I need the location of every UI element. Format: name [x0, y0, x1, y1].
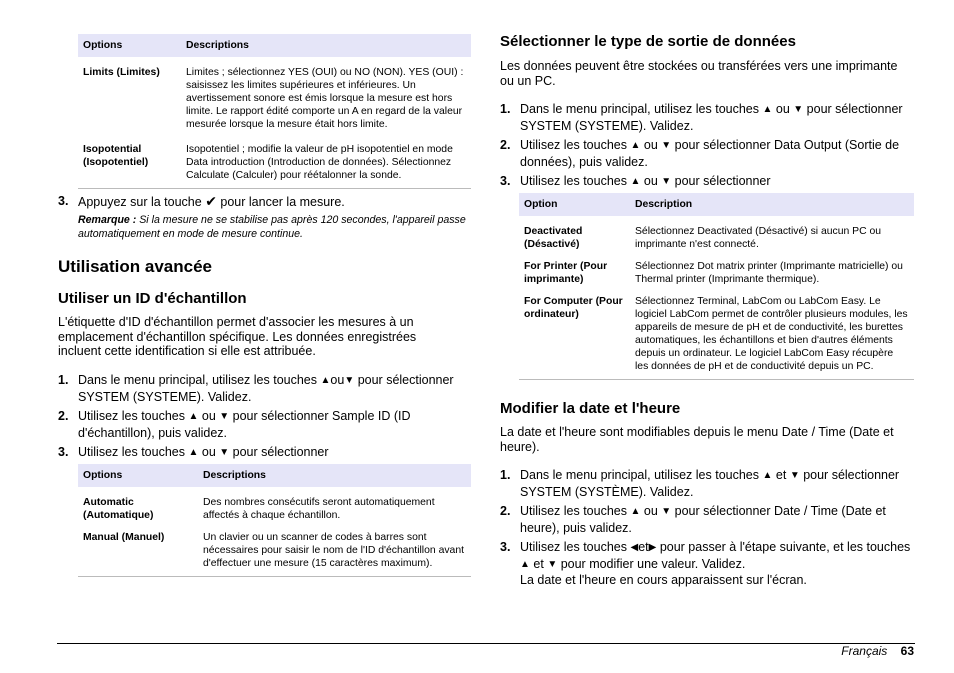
step-text: Utilisez les touches: [78, 445, 185, 459]
subsection-heading: Modifier la date et l'heure: [500, 400, 681, 417]
arrow-down-icon: ▼: [661, 176, 672, 187]
step-text: et: [638, 540, 649, 554]
step-text: Dans le menu principal, utilisez les touches: [520, 468, 760, 482]
step-text: pour modifier une valeur. Validez.: [560, 556, 746, 571]
note-text: Si la mesure ne se stabilise pas après 120 secondes, l'appareil passe automatiquement en mode de mesure continue.: [78, 214, 466, 240]
option-description: Sélectionnez Terminal, LabCom ou LabCom Easy. Le logiciel LabCom permet de contrôler plusieurs modules, les appareils de mesure de pH et de conductivité, les burettes automatiques, les échantillons et bien d'autres éléments depuis un ordinateur. Le logiciel LabCom Easy récupère les données de pH et de conductivité depuis un PC.: [630, 286, 914, 380]
list-item: [58, 409, 473, 440]
sample-id-options-table: [78, 464, 471, 577]
arrow-up-icon: ▲: [188, 447, 199, 458]
step-text: ou: [643, 504, 658, 518]
arrow-up-icon: ▲: [630, 176, 641, 187]
option-description: Limites ; sélectionnez YES (OUI) ou NO (NON). YES (OUI) : saisissez les limites supérieures et inférieures. Un avertissement sonore est émis lorsque la mesure est hors limite. Le rapport édité comporte un A en regard de la valeur mesurée lorsque la mesure était hors limite.: [186, 67, 464, 130]
table-row: [519, 251, 914, 286]
arrow-down-icon: ▼: [344, 375, 355, 386]
data-output-intro: Les données peuvent être stockées ou transférées vers une imprimante ou un PC.: [500, 59, 898, 88]
date-time-intro: La date et l'heure sont modifiables depuis le menu Date / Time (Date et heure).: [500, 425, 894, 454]
step-text: Utilisez les touches: [520, 138, 627, 152]
table-row: [78, 487, 471, 522]
step-start-measurement: [58, 194, 478, 210]
list-item: [500, 468, 915, 499]
step-text: pour sélectionner SYSTEM (SYSTEME). Validez.: [78, 373, 454, 404]
table-row: [519, 286, 914, 380]
table-row: [78, 131, 471, 189]
step-text: et: [775, 468, 787, 482]
arrow-up-icon: ▲: [520, 558, 530, 570]
step-text: pour sélectionner Data Output (Sortie de données), puis validez.: [520, 138, 900, 169]
arrow-up-icon: ▲: [762, 104, 773, 115]
subsection-heading: Sélectionner le type de sortie de données: [500, 33, 796, 50]
option-name: For Computer (Pour ordinateur): [519, 286, 630, 380]
step-result: La date et l'heure en cours apparaissent sur l'écran.: [520, 573, 807, 587]
list-item: [500, 174, 915, 191]
option-description: Isopotentiel ; modifie la valeur de pH isopotentiel en mode Data introduction (Introduction de données). Sélectionnez Calculate (Calculer) pour réétalonner la sonde.: [181, 131, 471, 189]
arrow-left-icon: ◀: [630, 542, 639, 553]
step-text: pour sélectionner Sample ID (ID d'échantillon), puis validez.: [78, 409, 411, 440]
step-text: ou: [330, 373, 345, 387]
arrow-down-icon: ▼: [793, 104, 804, 115]
option-name: Deactivated (Désactivé): [524, 226, 583, 250]
step-text: pour sélectionner: [232, 445, 329, 459]
arrow-up-icon: ▲: [762, 470, 773, 481]
option-description: Sélectionnez Deactivated (Désactivé) si aucun PC ou imprimante n'est connecté.: [635, 226, 882, 250]
step-text: pour sélectionner SYSTEM (SYSTÈME). Validez.: [520, 468, 900, 499]
step-number: 3.: [58, 194, 69, 208]
option-name: Automatic (Automatique): [83, 497, 154, 521]
table-header: Options: [78, 464, 198, 487]
list-item: [500, 504, 915, 535]
step-text: et: [533, 556, 544, 571]
data-output-steps: [500, 102, 915, 191]
table-row: [519, 216, 914, 251]
checkmark-key-icon: ✔: [205, 193, 217, 209]
option-description: Des nombres consécutifs seront automatiquement affectés à chaque échantillon.: [203, 497, 435, 521]
option-description: Sélectionnez Dot matrix printer (Imprimante matricielle) ou Thermal printer (Imprimante thermique).: [635, 261, 903, 285]
step-text: pour lancer la mesure.: [220, 195, 345, 209]
arrow-down-icon: ▼: [661, 506, 672, 517]
arrow-up-icon: ▲: [188, 411, 199, 422]
option-name: Isopotential (Isopotentiel): [78, 131, 181, 189]
page-footer: [841, 643, 914, 658]
table-row: [78, 57, 471, 131]
list-item: [500, 138, 915, 169]
step-text: ou: [643, 174, 658, 188]
step-text: Appuyez sur la touche: [78, 195, 202, 209]
note: [58, 213, 478, 241]
subsection-heading: Utiliser un ID d'échantillon: [58, 290, 247, 307]
step-text: pour sélectionner Date / Time (Date et heure), puis validez.: [520, 504, 886, 535]
step-text: pour sélectionner SYSTEM (SYSTEME). Validez.: [520, 102, 903, 133]
step-number: 2.: [500, 138, 511, 152]
arrow-up-icon: ▲: [320, 375, 331, 386]
step-text: Dans le menu principal, utilisez les touches: [520, 102, 760, 116]
list-item: [500, 540, 915, 588]
step-number: 1.: [500, 468, 511, 482]
option-description: Un clavier ou un scanner de codes à barres sont nécessaires pour saisir le nom de l'ID d'échantillon avant d'effectuer une mesure (15 caractères maximum).: [198, 522, 471, 577]
step-text: Utilisez les touches: [520, 540, 627, 554]
step-text: ou: [201, 445, 216, 459]
step-text: Utilisez les touches: [78, 409, 185, 423]
arrow-down-icon: ▼: [547, 558, 558, 570]
table-row: [78, 522, 471, 577]
footer-language: Français: [841, 644, 888, 658]
step-text: Dans le menu principal, utilisez les touches: [78, 373, 318, 387]
arrow-right-icon: ▶: [648, 542, 657, 553]
option-name: For Printer (Pour imprimante): [524, 261, 608, 285]
section-heading: Utilisation avancée: [58, 257, 213, 276]
step-text: pour passer à l'étape suivante, et les touches: [659, 540, 911, 554]
step-text: ou: [643, 138, 658, 152]
list-item: [500, 102, 915, 133]
list-item: [58, 445, 473, 462]
arrow-up-icon: ▲: [630, 506, 641, 517]
table-header: Option: [519, 193, 630, 216]
sample-id-intro: L'étiquette d'ID d'échantillon permet d'associer les mesures à un emplacement d'échantillon spécifique. Les données enregistrées incluent cette identification si elle est attribuée.: [58, 315, 417, 358]
step-text: Utilisez les touches: [520, 504, 627, 518]
step-number: 1.: [500, 102, 511, 116]
step-number: 3.: [500, 540, 511, 554]
step-text: ou: [201, 409, 216, 423]
step-text: Utilisez les touches: [520, 174, 627, 188]
sample-id-steps: [58, 373, 473, 462]
table-header: Options: [78, 34, 181, 57]
table-header: Descriptions: [198, 464, 471, 487]
list-item: [58, 373, 473, 404]
step-text: ou: [775, 102, 790, 116]
step-number: 3.: [58, 445, 69, 459]
table-header: Description: [630, 193, 914, 216]
footer-rule: [57, 643, 915, 644]
table-header: Descriptions: [181, 34, 471, 57]
date-time-steps: [500, 468, 915, 588]
step-number: 2.: [58, 409, 69, 423]
arrow-up-icon: ▲: [630, 140, 641, 151]
arrow-down-icon: ▼: [219, 411, 230, 422]
option-name: Limits (Limites): [83, 67, 160, 78]
step-text: pour sélectionner: [674, 174, 771, 188]
data-output-options-table: [519, 193, 914, 380]
limits-options-table: [78, 34, 471, 189]
arrow-down-icon: ▼: [661, 140, 672, 151]
note-label: Remarque :: [78, 214, 137, 226]
step-number: 1.: [58, 373, 69, 387]
page-number: 63: [900, 644, 914, 658]
step-number: 2.: [500, 504, 511, 518]
step-number: 3.: [500, 174, 511, 188]
arrow-down-icon: ▼: [789, 470, 800, 481]
arrow-down-icon: ▼: [219, 447, 230, 458]
option-name: Manual (Manuel): [78, 522, 198, 577]
